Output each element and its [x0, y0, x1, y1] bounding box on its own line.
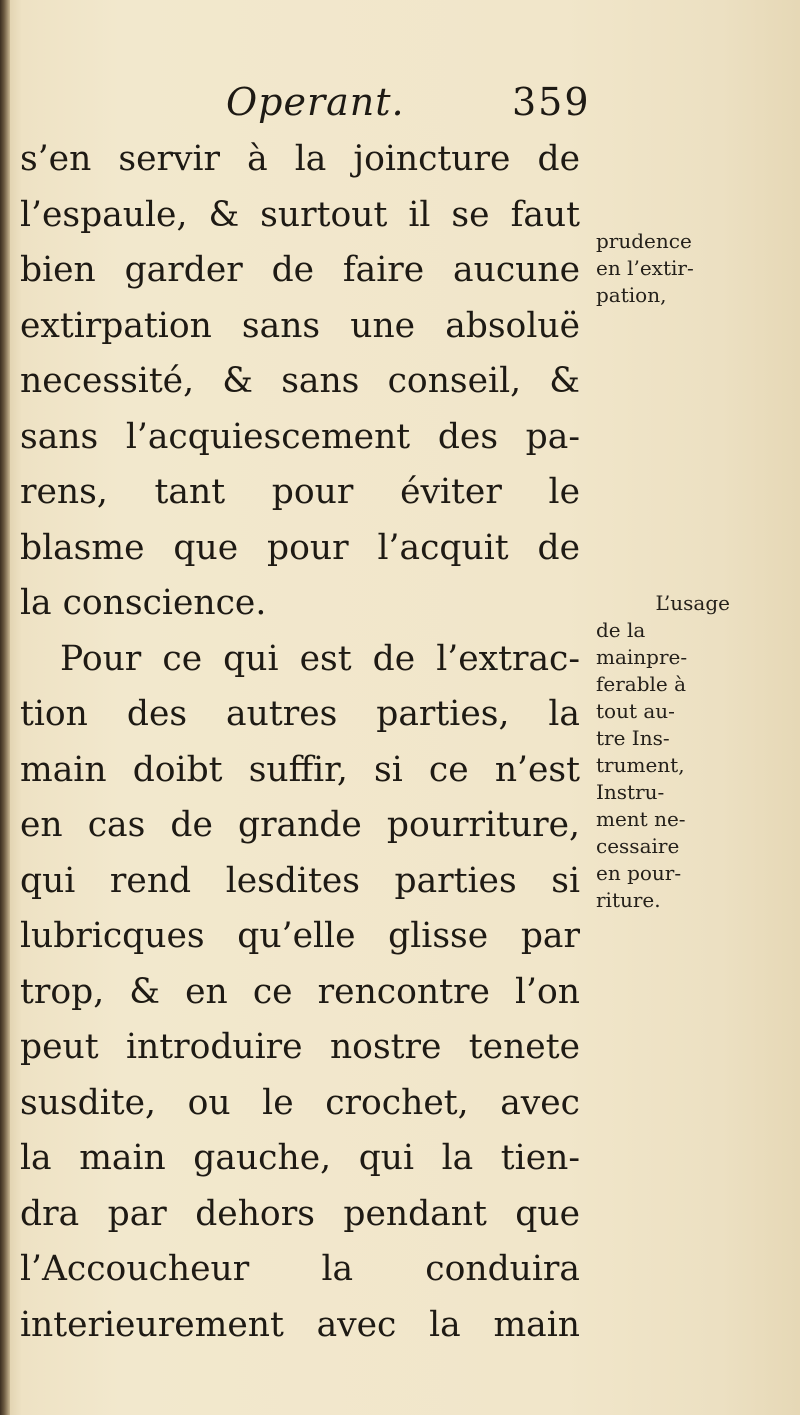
margin-note-line: ment ne- — [596, 807, 686, 831]
margin-note-usage — [596, 590, 736, 914]
margin-note-line: ferable à — [596, 672, 687, 696]
margin-note-line: mainpre- — [596, 645, 688, 669]
margin-note-line: tout au- — [596, 699, 675, 723]
body-text — [20, 132, 580, 1353]
paragraph-first-line: Pour ce qui est de l’extrac- — [60, 638, 580, 679]
body-line: necessité, & sans conseil, & — [20, 361, 580, 401]
body-line: trop, & en ce rencontre l’on — [20, 971, 580, 1012]
body-line: l’espaule, & surtout il se faut — [20, 194, 580, 235]
body-line: main doibt suffir, si ce n’est — [20, 749, 580, 790]
body-line: sans l’acquiescement des pa- — [20, 416, 580, 457]
body-line: l’Accoucheur la conduira — [20, 1249, 580, 1289]
body-line: qui rend lesdites parties si — [20, 860, 580, 901]
body-line: extirpation sans une absoluë — [20, 305, 580, 346]
body-line: bien garder de faire aucune — [20, 250, 580, 290]
body-line: la conscience. — [20, 583, 267, 623]
binding-gutter — [0, 0, 10, 1415]
margin-note-line: tre Ins- — [596, 726, 670, 750]
body-line: blasme que pour l’acquit de — [20, 527, 580, 568]
body-line: s’en servir à la joincture de — [20, 139, 580, 179]
body-line: la main gauche, qui la tien- — [20, 1138, 580, 1178]
body-line: peut introduire nostre tenete — [20, 1027, 580, 1067]
margin-note-line: cessaire — [596, 834, 680, 858]
margin-note-line: de la — [596, 618, 646, 642]
body-line: interieurement avec la main — [20, 1304, 580, 1345]
running-head: Operant. — [226, 80, 405, 124]
margin-note-line: en l’extir- — [596, 256, 694, 280]
body-line: rens, tant pour éviter le — [20, 472, 580, 512]
margin-note-line: en pour- — [596, 861, 682, 885]
body-line: dra par dehors pendant que — [20, 1193, 580, 1234]
margin-note-line: prudence — [596, 229, 692, 253]
body-line: tion des autres parties, la — [20, 694, 580, 734]
body-line: susdite, ou le crochet, avec — [20, 1082, 580, 1123]
body-line: en cas de grande pourriture, — [20, 805, 580, 845]
margin-note-line: L’usage — [655, 591, 730, 615]
margin-note-line: Instru- — [596, 780, 665, 804]
margin-note-line: riture. — [596, 888, 661, 912]
margin-note-line: trument, — [596, 753, 685, 777]
margin-note-line: pation, — [596, 283, 667, 307]
page-number: 359 — [512, 80, 591, 124]
body-line: lubricques qu’elle glisse par — [20, 916, 580, 956]
margin-note-prudence — [596, 228, 736, 309]
